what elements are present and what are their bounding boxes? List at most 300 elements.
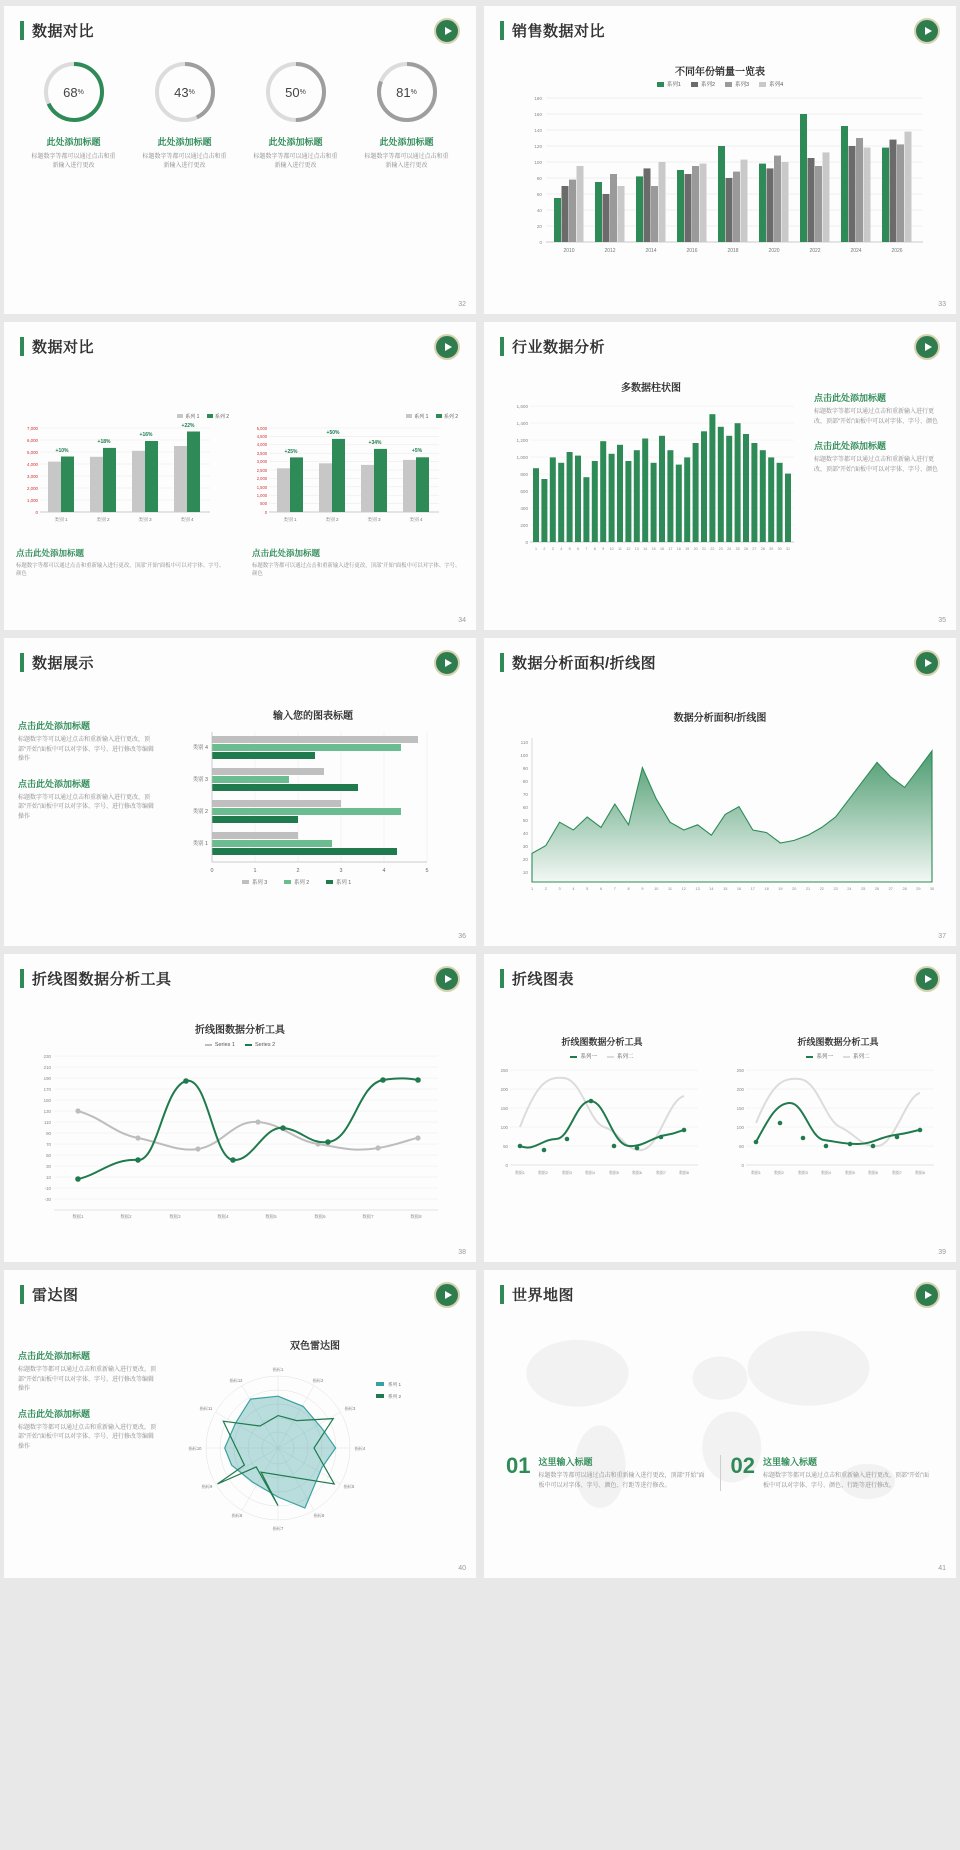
svg-text:13: 13 xyxy=(634,547,639,551)
chart-title: 折线图数据分析工具 xyxy=(195,1025,285,1036)
donut-heading: 此处添加标题 xyxy=(379,137,434,147)
svg-text:数据5: 数据5 xyxy=(265,1214,277,1219)
svg-text:1: 1 xyxy=(535,547,537,551)
svg-text:16: 16 xyxy=(736,887,742,891)
line-chart xyxy=(484,1060,704,1190)
line-chart xyxy=(720,1060,940,1190)
page-title: 折线图数据分析工具 xyxy=(32,971,172,988)
chart-area xyxy=(164,707,462,897)
svg-text:21: 21 xyxy=(805,887,811,891)
logo-icon xyxy=(434,334,460,360)
svg-text:0: 0 xyxy=(741,1163,744,1168)
page-title: 雷达图 xyxy=(32,1287,79,1304)
page-title: 折线图表 xyxy=(512,971,575,988)
svg-text:3: 3 xyxy=(558,887,561,891)
svg-text:6: 6 xyxy=(599,887,603,891)
slide-header xyxy=(4,322,476,357)
number-item xyxy=(731,1455,935,1491)
item-number: 02 xyxy=(730,1453,755,1478)
svg-text:20: 20 xyxy=(792,887,797,891)
donut-chart xyxy=(263,59,329,125)
svg-text:19: 19 xyxy=(685,547,690,551)
bar-chart xyxy=(243,420,443,532)
svg-text:7: 7 xyxy=(613,887,616,891)
svg-text:1,400: 1,400 xyxy=(516,421,528,426)
svg-text:0: 0 xyxy=(210,868,214,874)
svg-text:类别 2: 类别 2 xyxy=(96,517,110,522)
slide-line-charts-pair xyxy=(484,954,956,1262)
logo-icon xyxy=(434,650,460,676)
block-heading: 点击此处添加标题 xyxy=(18,1408,91,1419)
donut-card xyxy=(252,59,340,171)
svg-text:100: 100 xyxy=(736,1125,744,1130)
slide-data-comparison-bars xyxy=(4,322,476,630)
svg-text:数据3: 数据3 xyxy=(798,1171,808,1175)
donut-card xyxy=(363,59,451,171)
svg-text:1,200: 1,200 xyxy=(516,438,528,443)
svg-text:指标4: 指标4 xyxy=(354,1446,366,1451)
donut-card xyxy=(141,59,229,171)
svg-text:0: 0 xyxy=(264,510,267,515)
svg-text:系列 1: 系列 1 xyxy=(388,1382,402,1387)
svg-text:4,500: 4,500 xyxy=(256,434,267,439)
svg-text:2016: 2016 xyxy=(686,248,698,254)
svg-text:+34%: +34% xyxy=(368,440,382,446)
svg-text:指标9: 指标9 xyxy=(201,1484,213,1489)
svg-text:31: 31 xyxy=(786,547,790,551)
svg-text:+25%: +25% xyxy=(284,449,298,455)
chart-title: 不同年份销量一览表 xyxy=(675,67,765,78)
svg-text:19: 19 xyxy=(778,887,783,891)
svg-text:2026: 2026 xyxy=(891,248,903,254)
svg-text:类别 2: 类别 2 xyxy=(325,517,339,522)
svg-text:60: 60 xyxy=(536,192,542,197)
donut-value: 81 % xyxy=(396,84,417,100)
svg-text:11: 11 xyxy=(618,547,622,551)
slide-number: 41 xyxy=(938,1565,946,1572)
slide-radar-chart xyxy=(4,1270,476,1578)
svg-text:30: 30 xyxy=(522,844,528,849)
legend-item: 系列2 xyxy=(691,80,715,88)
svg-text:指标7: 指标7 xyxy=(272,1526,284,1531)
svg-text:18: 18 xyxy=(764,887,769,891)
svg-text:数据1: 数据1 xyxy=(515,1171,525,1175)
svg-text:80: 80 xyxy=(522,779,528,784)
svg-text:800: 800 xyxy=(520,472,528,477)
svg-text:4,000: 4,000 xyxy=(256,442,267,447)
block-body: 标题数字等都可以通过点击和重新输入进行更改，顶部“开始”面板中可以对字体、字号、颜色 xyxy=(814,457,938,473)
slide-header xyxy=(4,638,476,673)
donut-value: 43 % xyxy=(174,84,195,100)
chart-left xyxy=(484,1035,720,1195)
svg-text:指标6: 指标6 xyxy=(313,1513,325,1518)
title-accent-bar xyxy=(500,337,504,356)
side-text xyxy=(18,1337,158,1547)
svg-text:数据8: 数据8 xyxy=(915,1171,925,1175)
svg-text:3,500: 3,500 xyxy=(256,451,267,456)
slide-number: 32 xyxy=(458,301,466,308)
svg-text:类别 4: 类别 4 xyxy=(192,745,208,751)
svg-text:400: 400 xyxy=(520,506,528,511)
svg-text:2018: 2018 xyxy=(727,248,739,254)
svg-text:40: 40 xyxy=(536,208,542,213)
svg-text:数据6: 数据6 xyxy=(314,1214,326,1219)
svg-text:9: 9 xyxy=(641,887,644,891)
svg-text:11: 11 xyxy=(668,887,672,891)
donut-body: 标题数字等都可以通过点击和重新输入进行更改 xyxy=(142,154,227,169)
svg-text:20: 20 xyxy=(693,547,698,551)
content-row xyxy=(4,701,476,897)
svg-text:类别 1: 类别 1 xyxy=(192,841,208,847)
svg-text:5: 5 xyxy=(568,547,571,551)
donut-heading: 此处添加标题 xyxy=(268,137,323,147)
svg-text:1,000: 1,000 xyxy=(256,493,267,498)
svg-text:28: 28 xyxy=(760,547,765,551)
chart-area xyxy=(498,379,804,589)
slide-sales-comparison xyxy=(484,6,956,314)
svg-text:110: 110 xyxy=(520,740,528,745)
donut-chart xyxy=(41,59,107,125)
title-accent-bar xyxy=(500,21,504,40)
svg-text:29: 29 xyxy=(916,887,921,891)
text-block xyxy=(240,537,476,578)
block-heading: 点击此处添加标题 xyxy=(18,1351,91,1361)
block-body: 标题数字等都可以通过点击和重新输入进行更改，顶部“开始”面板中可以对字体、字号、颜色 xyxy=(814,409,938,425)
logo-icon xyxy=(914,966,940,992)
charts-row xyxy=(484,1035,956,1195)
radar-chart xyxy=(168,1352,438,1542)
chart-right xyxy=(720,1035,956,1195)
svg-text:3,000: 3,000 xyxy=(256,459,267,464)
svg-text:21: 21 xyxy=(702,547,706,551)
svg-text:200: 200 xyxy=(500,1087,508,1092)
svg-text:250: 250 xyxy=(736,1068,744,1073)
svg-text:数据1: 数据1 xyxy=(751,1171,761,1175)
svg-text:类别 4: 类别 4 xyxy=(409,517,423,522)
page-title: 销售数据对比 xyxy=(512,23,606,40)
vertical-divider xyxy=(720,1455,721,1491)
svg-text:4: 4 xyxy=(382,868,386,874)
svg-text:3: 3 xyxy=(339,868,343,874)
svg-text:29: 29 xyxy=(769,547,774,551)
svg-text:系列 2: 系列 2 xyxy=(388,1394,402,1399)
svg-text:0: 0 xyxy=(35,510,38,515)
block-heading: 点击此处添加标题 xyxy=(16,548,85,558)
svg-text:100: 100 xyxy=(500,1125,508,1130)
svg-text:30: 30 xyxy=(777,547,782,551)
title-accent-bar xyxy=(20,969,24,988)
svg-text:指标1: 指标1 xyxy=(272,1367,284,1372)
svg-text:27: 27 xyxy=(752,547,757,551)
title-accent-bar xyxy=(500,969,504,988)
slide-number: 40 xyxy=(458,1565,466,1572)
svg-text:25: 25 xyxy=(735,547,740,551)
svg-text:指标5: 指标5 xyxy=(343,1484,355,1489)
logo-icon xyxy=(434,1282,460,1308)
slide-number: 34 xyxy=(458,617,466,624)
svg-text:-10: -10 xyxy=(44,1186,51,1191)
title-accent-bar xyxy=(20,21,24,40)
block-body: 标题数字等都可以通过点击和重新输入进行更改，顶部“开始”面板中可以对字体、字号、颜色 xyxy=(16,563,225,578)
svg-text:1,600: 1,600 xyxy=(516,404,528,409)
block-body: 标题数字等都可以通过点击和重新输入进行更改，顶部“开始”面板中可以对字体、字号、颜色 xyxy=(252,563,461,578)
logo-icon xyxy=(914,18,940,44)
chart-legend xyxy=(720,1052,956,1060)
side-text xyxy=(814,379,942,589)
title-accent-bar xyxy=(20,337,24,356)
svg-text:50: 50 xyxy=(503,1144,508,1149)
chart-title: 折线图数据分析工具 xyxy=(561,1037,643,1047)
legend-item: Series 2 xyxy=(245,1042,275,1048)
slide-header xyxy=(484,638,956,673)
svg-text:2012: 2012 xyxy=(604,248,616,254)
chart-legend xyxy=(484,80,956,88)
svg-text:17: 17 xyxy=(668,547,673,551)
slide-number: 37 xyxy=(938,933,946,940)
title-accent-bar xyxy=(500,1285,504,1304)
svg-text:40: 40 xyxy=(522,831,528,836)
slide-line-analysis-tool xyxy=(4,954,476,1262)
svg-text:22: 22 xyxy=(710,547,715,551)
svg-text:130: 130 xyxy=(43,1109,51,1114)
svg-text:16: 16 xyxy=(660,547,664,551)
svg-text:8: 8 xyxy=(593,547,596,551)
svg-text:6,000: 6,000 xyxy=(27,438,38,443)
chart-legend: 系列 1 系列 2 xyxy=(243,413,466,420)
svg-text:150: 150 xyxy=(736,1106,744,1111)
svg-text:2,000: 2,000 xyxy=(256,476,267,481)
svg-text:90: 90 xyxy=(522,766,528,771)
svg-text:20: 20 xyxy=(522,857,528,862)
svg-text:数据6: 数据6 xyxy=(632,1171,642,1175)
logo-icon xyxy=(914,334,940,360)
svg-text:10: 10 xyxy=(522,870,528,875)
svg-text:数据6: 数据6 xyxy=(868,1171,878,1175)
svg-text:数据3: 数据3 xyxy=(562,1171,572,1175)
chart-title: 多数据柱状图 xyxy=(621,383,681,394)
svg-text:数据1: 数据1 xyxy=(72,1214,84,1219)
svg-text:指标11: 指标11 xyxy=(199,1406,213,1411)
svg-text:12: 12 xyxy=(626,547,631,551)
legend-item: Series 1 xyxy=(205,1042,235,1048)
logo-icon xyxy=(434,18,460,44)
page-title: 数据对比 xyxy=(32,23,95,40)
svg-text:50: 50 xyxy=(46,1153,51,1158)
svg-text:140: 140 xyxy=(534,128,542,133)
svg-text:10: 10 xyxy=(46,1175,51,1180)
slide-header xyxy=(4,1270,476,1305)
svg-text:90: 90 xyxy=(46,1131,51,1136)
chart-legend: 系列 1 系列 2 xyxy=(14,413,237,420)
world-map-graphic xyxy=(484,1270,956,1575)
svg-text:100: 100 xyxy=(534,160,542,165)
legend-item: 系列二 xyxy=(607,1052,634,1060)
svg-text:150: 150 xyxy=(43,1098,51,1103)
svg-text:+5%: +5% xyxy=(411,448,423,454)
svg-text:200: 200 xyxy=(520,523,528,528)
text-block xyxy=(4,537,240,578)
slide-header xyxy=(4,954,476,989)
legend-item: 系列一 xyxy=(570,1052,597,1060)
slide-number: 33 xyxy=(938,301,946,308)
slide-header xyxy=(484,954,956,989)
svg-text:数据4: 数据4 xyxy=(217,1214,229,1219)
svg-text:2: 2 xyxy=(544,887,547,891)
svg-text:210: 210 xyxy=(43,1065,51,1070)
svg-text:24: 24 xyxy=(847,887,852,891)
svg-text:5: 5 xyxy=(586,887,589,891)
svg-text:类别 3: 类别 3 xyxy=(367,517,381,522)
svg-text:15: 15 xyxy=(723,887,728,891)
svg-text:数据2: 数据2 xyxy=(774,1171,784,1175)
item-heading: 这里输入标题 xyxy=(538,1457,593,1467)
title-accent-bar xyxy=(20,653,24,672)
svg-text:70: 70 xyxy=(46,1142,51,1147)
content-row xyxy=(484,373,956,589)
slide-data-display xyxy=(4,638,476,946)
svg-text:170: 170 xyxy=(43,1087,51,1092)
donut-body: 标题数字等都可以通过点击和重新输入进行更改 xyxy=(31,154,116,169)
svg-text:250: 250 xyxy=(500,1068,508,1073)
svg-text:15: 15 xyxy=(651,547,656,551)
legend-item: 系列3 xyxy=(725,80,749,88)
svg-text:10: 10 xyxy=(654,887,659,891)
svg-text:类别 1: 类别 1 xyxy=(54,517,68,522)
svg-text:数据5: 数据5 xyxy=(609,1171,619,1175)
svg-text:26: 26 xyxy=(744,547,748,551)
slide-number: 39 xyxy=(938,1249,946,1256)
svg-text:26: 26 xyxy=(874,887,880,891)
slide-header xyxy=(484,6,956,41)
svg-text:14: 14 xyxy=(709,887,714,891)
svg-text:数据4: 数据4 xyxy=(585,1171,595,1175)
donut-body: 标题数字等都可以通过点击和重新输入进行更改 xyxy=(253,154,338,169)
svg-text:4: 4 xyxy=(572,887,575,891)
donut-body: 标题数字等都可以通过点击和重新输入进行更改 xyxy=(364,154,449,169)
svg-text:类别 1: 类别 1 xyxy=(283,517,297,522)
svg-text:数据7: 数据7 xyxy=(892,1171,902,1175)
svg-text:类别 3: 类别 3 xyxy=(192,777,208,783)
svg-text:+10%: +10% xyxy=(55,448,69,454)
mini-charts-row xyxy=(4,405,476,537)
donut-value: 68 % xyxy=(63,84,84,100)
legend-item: 系列1 xyxy=(657,80,681,88)
block-heading: 点击此处添加标题 xyxy=(814,393,887,403)
block-body: 标题数字等都可以通过点击和重新输入进行更改，顶部“开始”面板中可以对字体、字号、进行修改等编辑操作 xyxy=(18,1424,157,1450)
svg-text:0: 0 xyxy=(525,540,528,545)
item-number: 01 xyxy=(506,1453,531,1478)
horizontal-bar-chart xyxy=(164,722,444,892)
svg-text:180: 180 xyxy=(534,96,542,101)
svg-text:数据8: 数据8 xyxy=(410,1214,422,1219)
svg-text:数据2: 数据2 xyxy=(120,1214,132,1219)
item-heading: 这里输入标题 xyxy=(762,1457,817,1467)
svg-text:7: 7 xyxy=(585,547,588,551)
title-accent-bar xyxy=(20,1285,24,1304)
svg-text:数据3: 数据3 xyxy=(169,1214,181,1219)
block-body: 标题数字等都可以通过点击和重新输入进行更改，顶部“开始”面板中可以对字体、字号、进行修改等编辑操作 xyxy=(18,1367,157,1393)
svg-text:2,500: 2,500 xyxy=(256,468,267,473)
block-body: 标题数字等可以通过点击和重新输入进行更改，顶部“开始”面板中可以对字体、字号、进行修改等编辑操作 xyxy=(18,737,154,763)
svg-text:60: 60 xyxy=(522,805,528,810)
svg-text:指标3: 指标3 xyxy=(344,1406,356,1411)
page-title: 数据展示 xyxy=(32,655,95,672)
block-body: 标题数字等可以通过点击和重新输入进行更改，顶部“开始”面板中可以对字体、字号、进行修改等编辑操作 xyxy=(18,794,154,820)
svg-text:2: 2 xyxy=(543,547,546,551)
legend-item: 系列二 xyxy=(843,1052,870,1060)
area-chart xyxy=(502,730,942,920)
svg-text:4,000: 4,000 xyxy=(27,462,38,467)
svg-text:系列 3: 系列 3 xyxy=(252,880,268,886)
svg-text:2024: 2024 xyxy=(850,248,862,254)
svg-text:12: 12 xyxy=(681,887,686,891)
svg-text:17: 17 xyxy=(750,887,755,891)
svg-text:110: 110 xyxy=(44,1120,51,1125)
title-accent-bar xyxy=(500,653,504,672)
item-body: 标题数字等都可以通过点击和重新输入进行更改，顶部“开始”面板中可以对字体、字号、颜色、行距等进行修改。 xyxy=(762,1473,929,1489)
svg-text:190: 190 xyxy=(43,1076,51,1081)
svg-text:2: 2 xyxy=(296,868,300,874)
svg-text:指标2: 指标2 xyxy=(312,1378,324,1383)
svg-text:8: 8 xyxy=(627,887,630,891)
svg-text:70: 70 xyxy=(522,792,528,797)
svg-text:80: 80 xyxy=(536,176,542,181)
donut-card xyxy=(30,59,118,171)
slide-header xyxy=(484,322,956,357)
svg-text:类别 4: 类别 4 xyxy=(180,517,194,522)
svg-text:1,500: 1,500 xyxy=(256,485,267,490)
svg-text:数据8: 数据8 xyxy=(679,1171,689,1175)
svg-text:数据7: 数据7 xyxy=(362,1214,374,1219)
slide-number: 38 xyxy=(458,1249,466,1256)
svg-text:6: 6 xyxy=(577,547,579,551)
svg-text:100: 100 xyxy=(520,753,528,758)
svg-text:系列 1: 系列 1 xyxy=(336,880,352,886)
svg-text:25: 25 xyxy=(861,887,866,891)
column-chart xyxy=(498,394,798,584)
chart-title: 双色雷达图 xyxy=(290,1341,340,1352)
chart-legend xyxy=(484,1052,720,1060)
donut-heading: 此处添加标题 xyxy=(46,137,101,147)
slide-data-comparison-donuts xyxy=(4,6,476,314)
svg-text:2,000: 2,000 xyxy=(27,486,38,491)
block-heading: 点击此处添加标题 xyxy=(252,548,321,558)
svg-text:13: 13 xyxy=(695,887,700,891)
grouped-bar-chart xyxy=(508,88,938,278)
svg-text:120: 120 xyxy=(534,144,542,149)
svg-text:160: 160 xyxy=(534,112,542,117)
svg-text:5: 5 xyxy=(425,868,429,874)
svg-text:24: 24 xyxy=(727,547,732,551)
logo-icon xyxy=(434,966,460,992)
donut-heading: 此处添加标题 xyxy=(157,137,212,147)
block-heading: 点击此处添加标题 xyxy=(18,778,91,789)
legend-item: 系列4 xyxy=(759,80,783,88)
svg-text:指标12: 指标12 xyxy=(229,1378,243,1383)
line-chart xyxy=(18,1048,458,1228)
mini-chart-2 xyxy=(243,413,466,537)
svg-text:150: 150 xyxy=(500,1106,508,1111)
logo-icon xyxy=(914,1282,940,1308)
svg-text:数据7: 数据7 xyxy=(656,1171,666,1175)
chart-area xyxy=(168,1337,462,1547)
svg-text:5,000: 5,000 xyxy=(256,426,267,431)
content-row xyxy=(4,1331,476,1547)
svg-text:1: 1 xyxy=(530,887,534,891)
svg-text:3,000: 3,000 xyxy=(27,474,38,479)
svg-text:9: 9 xyxy=(602,547,605,551)
number-item xyxy=(506,1455,710,1491)
